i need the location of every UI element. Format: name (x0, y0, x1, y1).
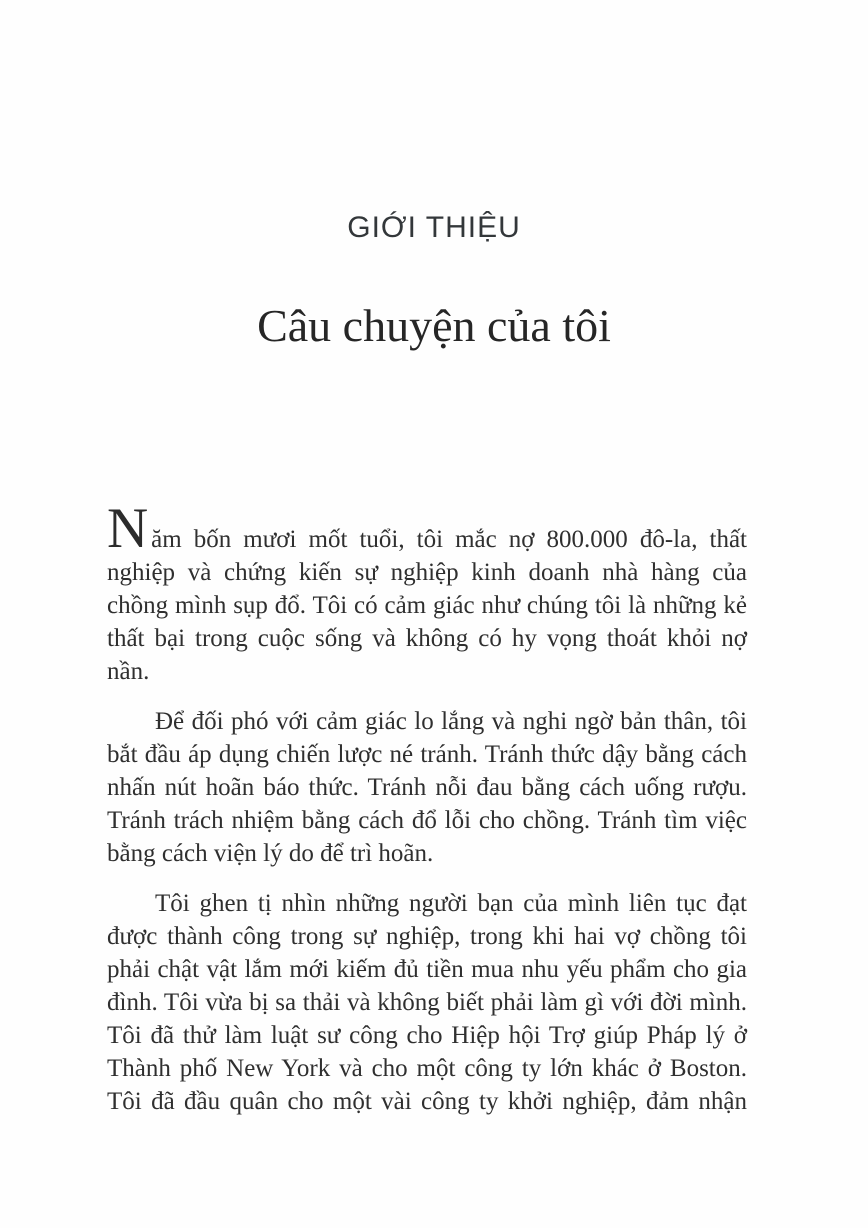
chapter-title: Câu chuyện của tôi (257, 300, 611, 351)
paragraph (107, 705, 747, 870)
paragraph-text: Để đối phó với cảm giác lo lắng và nghi ngờ bản thân, tôi bắt đầu áp dụng chiến lược né tránh. Tránh thức dậy bằng cách nhấn nút hoãn báo thức. Tránh nỗi đau bằng cách uống rượu. Tránh trách nhiệm bằng cách đổ lỗi cho chồng. Tránh tìm việc bằng cách viện lý do để trì hoãn. (107, 708, 747, 867)
body-text (107, 497, 747, 1118)
paragraph (107, 497, 747, 688)
paragraph-text: Tôi ghen tị nhìn những người bạn của mình liên tục đạt được thành công trong sự nghiệp, trong khi hai vợ chồng tôi phải chật vật lắm mới kiếm đủ tiền mua nhu yếu phẩm cho gia đình. Tôi vừa bị sa thải và không biết phải làm gì với đời mình. Tôi đã thử làm luật sư công cho Hiệp hội Trợ giúp Pháp lý ở Thành phố New York và cho một công ty lớn khác ở Boston. Tôi đã đầu quân cho một vài công ty khởi nghiệp, đảm nhận (107, 890, 747, 1115)
paragraph-text: ăm bốn mươi mốt tuổi, tôi mắc nợ 800.000 đô-la, thất nghiệp và chứng kiến sự nghiệp kinh doanh nhà hàng của chồng mình sụp đổ. Tôi có cảm giác như chúng tôi là những kẻ thất bại trong cuộc sống và không có hy vọng thoát khỏi nợ nần. (107, 526, 747, 685)
section-label: GIỚI THIỆU (347, 211, 521, 244)
dropcap-initial: N (107, 497, 149, 560)
paragraph (107, 887, 747, 1118)
